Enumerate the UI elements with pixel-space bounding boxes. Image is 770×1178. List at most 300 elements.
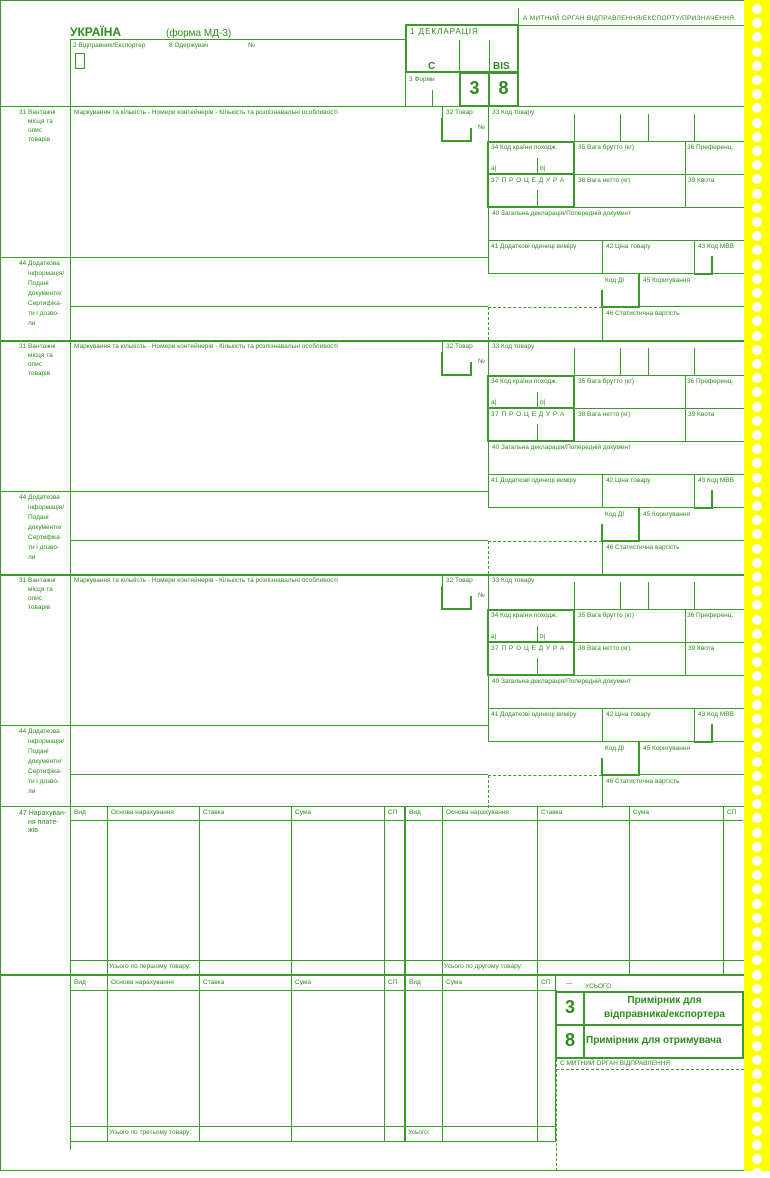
feed-hole: [752, 544, 762, 554]
rule: [694, 708, 695, 742]
item3-b31-l3: опис: [28, 595, 43, 602]
item2-b37: 37 П Р О Ц Е Д У Р А: [491, 411, 565, 418]
item1-b44-l4: документи/: [28, 290, 62, 297]
item1-b32: 32 Товар: [446, 109, 473, 116]
feed-hole: [752, 572, 762, 582]
pay3-vid-header: Вид: [74, 979, 86, 986]
form-number-3: 3: [469, 78, 480, 98]
feed-hole: [752, 75, 762, 85]
feed-hole: [752, 558, 762, 568]
rule: [639, 540, 744, 541]
item3-b35: 35 Вага брутто (кг): [578, 612, 634, 619]
pay3-suma-header: Сума: [295, 979, 311, 986]
item3-b38: 38 Вага нетто (кг): [578, 645, 631, 652]
item2-b44-l4: документи/: [28, 524, 62, 531]
feed-hole: [752, 274, 762, 284]
item2-b41: 41 Додаткові одиниці виміру: [491, 477, 577, 484]
feed-hole: [752, 146, 762, 156]
item3-b36: 36 Преференц.: [687, 612, 734, 619]
feed-hole: [752, 416, 762, 426]
rule: [711, 724, 713, 742]
item2-b31-l4: товарів: [28, 370, 51, 377]
item2-b40: 40 Загальна декларація/Попередній документ: [492, 444, 631, 451]
feed-hole: [752, 913, 762, 923]
item1-no: №: [478, 124, 485, 131]
rule: [488, 741, 744, 742]
rule: [489, 40, 490, 73]
rule: [574, 348, 575, 376]
item3-a: a|: [491, 633, 497, 640]
item3-b31-l1: 31 Вантажні: [19, 577, 56, 584]
item1-b44-l6: ти і дозво-: [28, 310, 60, 317]
box-a-label: А МИТНИЙ ОРГАН ВІДПРАВЛЕННЯ/ЕКСПОРТУ/ПРИЗНАЧЕННЯ: [523, 15, 735, 22]
item1-b44-l3: Подані: [28, 280, 49, 287]
item3-b44-l2: інформація/: [28, 738, 65, 745]
feed-hole: [752, 359, 762, 369]
box1-label: 1 ДЕКЛАРАЦІЯ: [410, 27, 479, 36]
pay1-vid-header: Вид: [74, 809, 86, 816]
feed-hole: [752, 1168, 762, 1178]
rule: [488, 340, 489, 377]
item2-b44-l1: 44 Додаткова: [19, 494, 60, 501]
rule: [537, 976, 538, 1141]
item2-b44-l5: Сертифіка-: [28, 534, 62, 541]
pay2-sp-header: СП: [727, 809, 737, 816]
usogo-dash: —: [566, 980, 573, 987]
rule: [0, 340, 744, 342]
checkbox[interactable]: [75, 53, 85, 69]
rule: [470, 362, 472, 376]
feed-hole: [752, 402, 762, 412]
rule: [0, 257, 489, 258]
rule: [575, 174, 744, 175]
pay3-osnova-header: Основа нарахування: [111, 979, 174, 986]
item2-b44-l3: Подані: [28, 514, 49, 521]
rule: [488, 307, 489, 340]
feed-hole: [752, 856, 762, 866]
rule: [470, 128, 472, 142]
pay4-vid-header: Вид: [409, 979, 421, 986]
rule: [537, 658, 538, 674]
item2-b45: 45 Коригування: [643, 511, 690, 518]
rule: [602, 240, 603, 274]
item1-b43: 43 Код МВВ: [698, 243, 734, 250]
rule: [602, 306, 603, 340]
item3-b34: 34 Код країни походж.: [491, 612, 558, 619]
rule: [488, 541, 602, 542]
rule: [488, 106, 489, 143]
feed-hole: [752, 132, 762, 142]
rule: [70, 774, 488, 775]
item1-b31-l4: товарів: [28, 136, 51, 143]
feed-hole: [752, 47, 762, 57]
feed-hole: [752, 1140, 762, 1150]
rule: [574, 582, 575, 610]
rule: [199, 806, 200, 974]
rule: [583, 1024, 585, 1059]
item3-b44-l3: Подані: [28, 748, 49, 755]
item3-kod-di: Код ДІ: [605, 745, 625, 752]
item3-b: b|: [540, 633, 546, 640]
rule: [620, 582, 621, 610]
rule: [694, 582, 695, 610]
feed-hole: [752, 785, 762, 795]
rule: [488, 708, 744, 709]
pay2-stavka-header: Ставка: [541, 809, 563, 816]
item2-b32: 32 Товар: [446, 343, 473, 350]
rule: [602, 708, 603, 742]
item3-b41: 41 Додаткові одиниці виміру: [491, 711, 577, 718]
box47-label-2: ня плате-: [28, 818, 59, 826]
item3-b44-l4: документи/: [28, 758, 62, 765]
item2-b34: 34 Код країни походж.: [491, 378, 558, 385]
rule: [291, 976, 292, 1141]
item1-b39: 39 Квота: [688, 177, 715, 184]
item2-b43: 43 Код МВВ: [698, 477, 734, 484]
total-item1: Усього по першому товару:: [109, 963, 191, 970]
feed-hole: [752, 984, 762, 994]
rule: [639, 774, 744, 775]
rule: [694, 114, 695, 142]
feed-hole: [752, 4, 762, 14]
rule: [575, 642, 744, 643]
item1-b34: 34 Код країни походж.: [491, 144, 558, 151]
item2-b31-l3: опис: [28, 361, 43, 368]
item1-b33: 33 Код товару: [492, 109, 535, 116]
feed-hole: [752, 643, 762, 653]
rule: [583, 991, 585, 1026]
feed-hole: [752, 501, 762, 511]
copy3-line2: відправника/експортера: [604, 1009, 725, 1020]
form-name: (форма МД-3): [166, 28, 232, 39]
item3-b44-l5: Сертифіка-: [28, 768, 62, 775]
item3-marks: Маркування та кількість - Номери контейнерів - Кількість та розпізнавальні особливості: [74, 577, 338, 584]
item3-b43: 43 Код МВВ: [698, 711, 734, 718]
box-c-label: С МИТНИЙ ОРГАН ВІДПРАВЛЕННЯ: [560, 1060, 671, 1067]
item3-b46: 46 Статистична вартість: [606, 778, 680, 785]
box47-label-1: 47 Нарахуван-: [19, 810, 67, 817]
rule: [0, 491, 489, 492]
rule: [441, 586, 443, 609]
pay2-osnova-header: Основа нарахування: [446, 809, 509, 816]
rule: [648, 582, 649, 610]
feed-hole: [752, 771, 762, 781]
feed-hole: [752, 61, 762, 71]
rule: [537, 158, 538, 174]
rule: [384, 806, 385, 974]
rule: [488, 574, 489, 611]
total-item3: Усього по третьому товару:: [109, 1129, 192, 1136]
item3-b31-l4: товарів: [28, 604, 51, 611]
item1-b38: 38 Вага нетто (кг): [578, 177, 631, 184]
rule: [488, 775, 489, 808]
rule: [488, 507, 744, 508]
item3-b33: 33 Код товару: [492, 577, 535, 584]
rule: [0, 106, 744, 107]
item1-b35: 35 Вага брутто (кг): [578, 144, 634, 151]
feed-hole: [752, 927, 762, 937]
rule: [537, 392, 538, 408]
rule: [405, 990, 557, 991]
feed-hole: [752, 487, 762, 497]
rule: [639, 306, 744, 307]
rule: [602, 474, 603, 508]
rule: [518, 25, 744, 26]
rule: [0, 806, 744, 807]
feed-hole: [752, 473, 762, 483]
item2-b31-l1: 31 Вантажні: [19, 343, 56, 350]
box3-label: 3 Форми: [409, 76, 435, 83]
item3-no: №: [478, 592, 485, 599]
rule: [70, 540, 488, 541]
item3-b42: 42 Ціна товару: [606, 711, 651, 718]
feed-hole: [752, 700, 762, 710]
item2-b44-l6: ти і дозво-: [28, 544, 60, 551]
item2-kod-di: Код ДІ: [605, 511, 625, 518]
rule: [199, 976, 200, 1141]
rule: [488, 240, 744, 241]
rule: [602, 540, 603, 574]
item3-b39: 39 Квота: [688, 645, 715, 652]
item1-b44-l5: Сертифіка-: [28, 300, 62, 307]
rule: [575, 207, 744, 208]
item2-a: a|: [491, 399, 497, 406]
rule: [488, 541, 489, 574]
rule: [601, 540, 639, 542]
item2-b35: 35 Вага брутто (кг): [578, 378, 634, 385]
rule: [470, 596, 472, 610]
total-item2: Усього по другому товару:: [444, 963, 523, 970]
feed-hole: [752, 1126, 762, 1136]
rule: [441, 608, 471, 610]
item3-b37: 37 П Р О Ц Е Д У Р А: [491, 645, 565, 652]
rule: [694, 240, 695, 274]
rule: [601, 774, 639, 776]
declaration-bis: BIS: [493, 61, 510, 72]
rule: [575, 408, 744, 409]
rule: [723, 806, 724, 974]
rule: [694, 348, 695, 376]
rule: [711, 490, 713, 508]
rule: [107, 976, 108, 1141]
rule: [638, 273, 640, 308]
country-title: УКРАЇНА: [70, 25, 122, 39]
rule: [70, 1141, 556, 1142]
feed-hole: [752, 714, 762, 724]
total-all: Усього:: [408, 1129, 430, 1136]
rule: [602, 774, 603, 808]
rule: [70, 990, 404, 991]
feed-hole: [752, 970, 762, 980]
rule: [384, 976, 385, 1141]
copy8-label: Примірник для отримувача: [586, 1035, 722, 1046]
feed-hole: [752, 189, 762, 199]
copy3-line1: Примірник для: [627, 995, 702, 1006]
rule: [488, 474, 744, 475]
feed-hole: [752, 345, 762, 355]
rule: [0, 974, 744, 976]
rule: [441, 352, 443, 375]
item1-b: b|: [540, 165, 546, 172]
rule: [70, 960, 744, 961]
item3-b32: 32 Товар: [446, 577, 473, 584]
feed-hole: [752, 1055, 762, 1065]
feed-hole: [752, 203, 762, 213]
item2-b44-l7: ли: [28, 554, 36, 561]
item1-b37: 37 П Р О Ц Е Д У Р А: [491, 177, 565, 184]
rule: [0, 574, 744, 576]
rule: [574, 114, 575, 142]
item1-b46: 46 Статистична вартість: [606, 310, 680, 317]
feed-hole: [752, 260, 762, 270]
rule: [648, 114, 649, 142]
item2-b44-l2: інформація/: [28, 504, 65, 511]
item1-b44-l7: ли: [28, 320, 36, 327]
rule: [537, 424, 538, 440]
rule: [601, 524, 603, 541]
rule: [405, 73, 406, 106]
pay1-osnova-header: Основа нарахування: [111, 809, 174, 816]
box8-no: №: [248, 42, 255, 49]
usogo-label: УСЬОГО: [585, 983, 612, 990]
pay3-sp-header: СП: [388, 979, 398, 986]
rule: [432, 90, 433, 106]
item2-b42: 42 Ціна товару: [606, 477, 651, 484]
rule: [441, 140, 471, 142]
item1-marks: Маркування та кількість - Номери контейнерів - Кількість та розпізнавальні особливості: [74, 109, 338, 116]
item2-b36: 36 Преференц.: [687, 378, 734, 385]
item1-b45: 45 Коригування: [643, 277, 690, 284]
rule: [620, 348, 621, 376]
pay1-sp-header: СП: [388, 809, 398, 816]
pay1-stavka-header: Ставка: [203, 809, 225, 816]
item3-b45: 45 Коригування: [643, 745, 690, 752]
feed-hole: [752, 1041, 762, 1051]
rule: [441, 118, 443, 141]
rule: [70, 39, 406, 40]
item2-b38: 38 Вага нетто (кг): [578, 411, 631, 418]
feed-hole: [752, 899, 762, 909]
rule: [556, 1069, 744, 1070]
feed-hole: [752, 686, 762, 696]
pay2-suma-header: Сума: [633, 809, 649, 816]
item2-b46: 46 Статистична вартість: [606, 544, 680, 551]
rule: [0, 725, 489, 726]
item2-b31-l2: місця та: [28, 352, 53, 359]
feed-hole: [752, 1112, 762, 1122]
feed-hole: [752, 118, 762, 128]
rule: [70, 820, 404, 821]
feed-hole: [752, 629, 762, 639]
item2-b39: 39 Квота: [688, 411, 715, 418]
declaration-c: C: [428, 61, 436, 72]
rule: [601, 758, 603, 775]
pay4-sp-header: СП: [541, 979, 551, 986]
rule: [638, 507, 640, 542]
feed-hole: [752, 430, 762, 440]
item1-b44-l1: 44 Додаткова: [19, 260, 60, 267]
rule: [404, 976, 406, 1141]
rule: [537, 190, 538, 206]
item1-b40: 40 Загальна декларація/Попередній документ: [492, 210, 631, 217]
rule: [620, 114, 621, 142]
feed-hole: [752, 288, 762, 298]
box8-label: 8 Одержувач: [169, 42, 209, 49]
rule: [70, 1126, 556, 1127]
rule: [441, 374, 471, 376]
rule: [488, 273, 744, 274]
item3-b40: 40 Загальна декларація/Попередній документ: [492, 678, 631, 685]
rule: [291, 806, 292, 974]
item1-b44-l2: інформація/: [28, 270, 65, 277]
copy8-number: 8: [564, 1030, 575, 1050]
item2-marks: Маркування та кількість - Номери контейнерів - Кількість та розпізнавальні особливості: [74, 343, 338, 350]
item1-b31-l3: опис: [28, 127, 43, 134]
rule: [518, 8, 519, 25]
form-number-8: 8: [498, 78, 509, 98]
item1-b41: 41 Додаткові одиниці виміру: [491, 243, 577, 250]
item3-b44-l7: ли: [28, 788, 36, 795]
pay1-suma-header: Сума: [295, 809, 311, 816]
rule: [601, 306, 639, 308]
item3-b44-l1: 44 Додаткова: [19, 728, 60, 735]
item1-b42: 42 Ціна товару: [606, 243, 651, 250]
item3-b31-l2: місця та: [28, 586, 53, 593]
rule: [648, 348, 649, 376]
item1-b31-l1: 31 Вантажні: [19, 109, 56, 116]
copy3-number: 3: [564, 997, 575, 1017]
item2-no: №: [478, 358, 485, 365]
box47-label-3: жів: [28, 827, 38, 834]
rule: [488, 775, 602, 776]
feed-hole: [752, 217, 762, 227]
feed-hole: [752, 828, 762, 838]
item2-b: b|: [540, 399, 546, 406]
rule: [556, 1059, 557, 1171]
box47-label: [19, 810, 66, 836]
pay3-stavka-header: Ставка: [203, 979, 225, 986]
rule: [70, 306, 488, 307]
pay4-suma-header: Сума: [446, 979, 462, 986]
rule: [459, 40, 460, 73]
rule: [575, 441, 744, 442]
item1-b31-l2: місця та: [28, 118, 53, 125]
rule: [601, 290, 603, 307]
rule: [638, 741, 640, 776]
rule: [575, 675, 744, 676]
item1-kod-di: Код ДІ: [605, 277, 625, 284]
box2-label: 2 Відправник/Експортер: [73, 42, 146, 49]
rule: [442, 976, 443, 1141]
item2-b33: 33 Код товару: [492, 343, 535, 350]
feed-hole: [752, 1069, 762, 1079]
feed-hole: [752, 842, 762, 852]
feed-hole: [752, 331, 762, 341]
item1-b36: 36 Преференц.: [687, 144, 734, 151]
feed-hole: [752, 998, 762, 1008]
rule: [442, 806, 443, 974]
rule: [694, 474, 695, 508]
rule: [629, 806, 630, 974]
rule: [70, 39, 71, 1150]
rule: [488, 307, 602, 308]
rule: [537, 806, 538, 974]
item3-b44-l6: ти і дозво-: [28, 778, 60, 785]
rule: [404, 806, 406, 974]
item1-a: a|: [491, 165, 497, 172]
rule: [537, 626, 538, 642]
rule: [405, 820, 743, 821]
